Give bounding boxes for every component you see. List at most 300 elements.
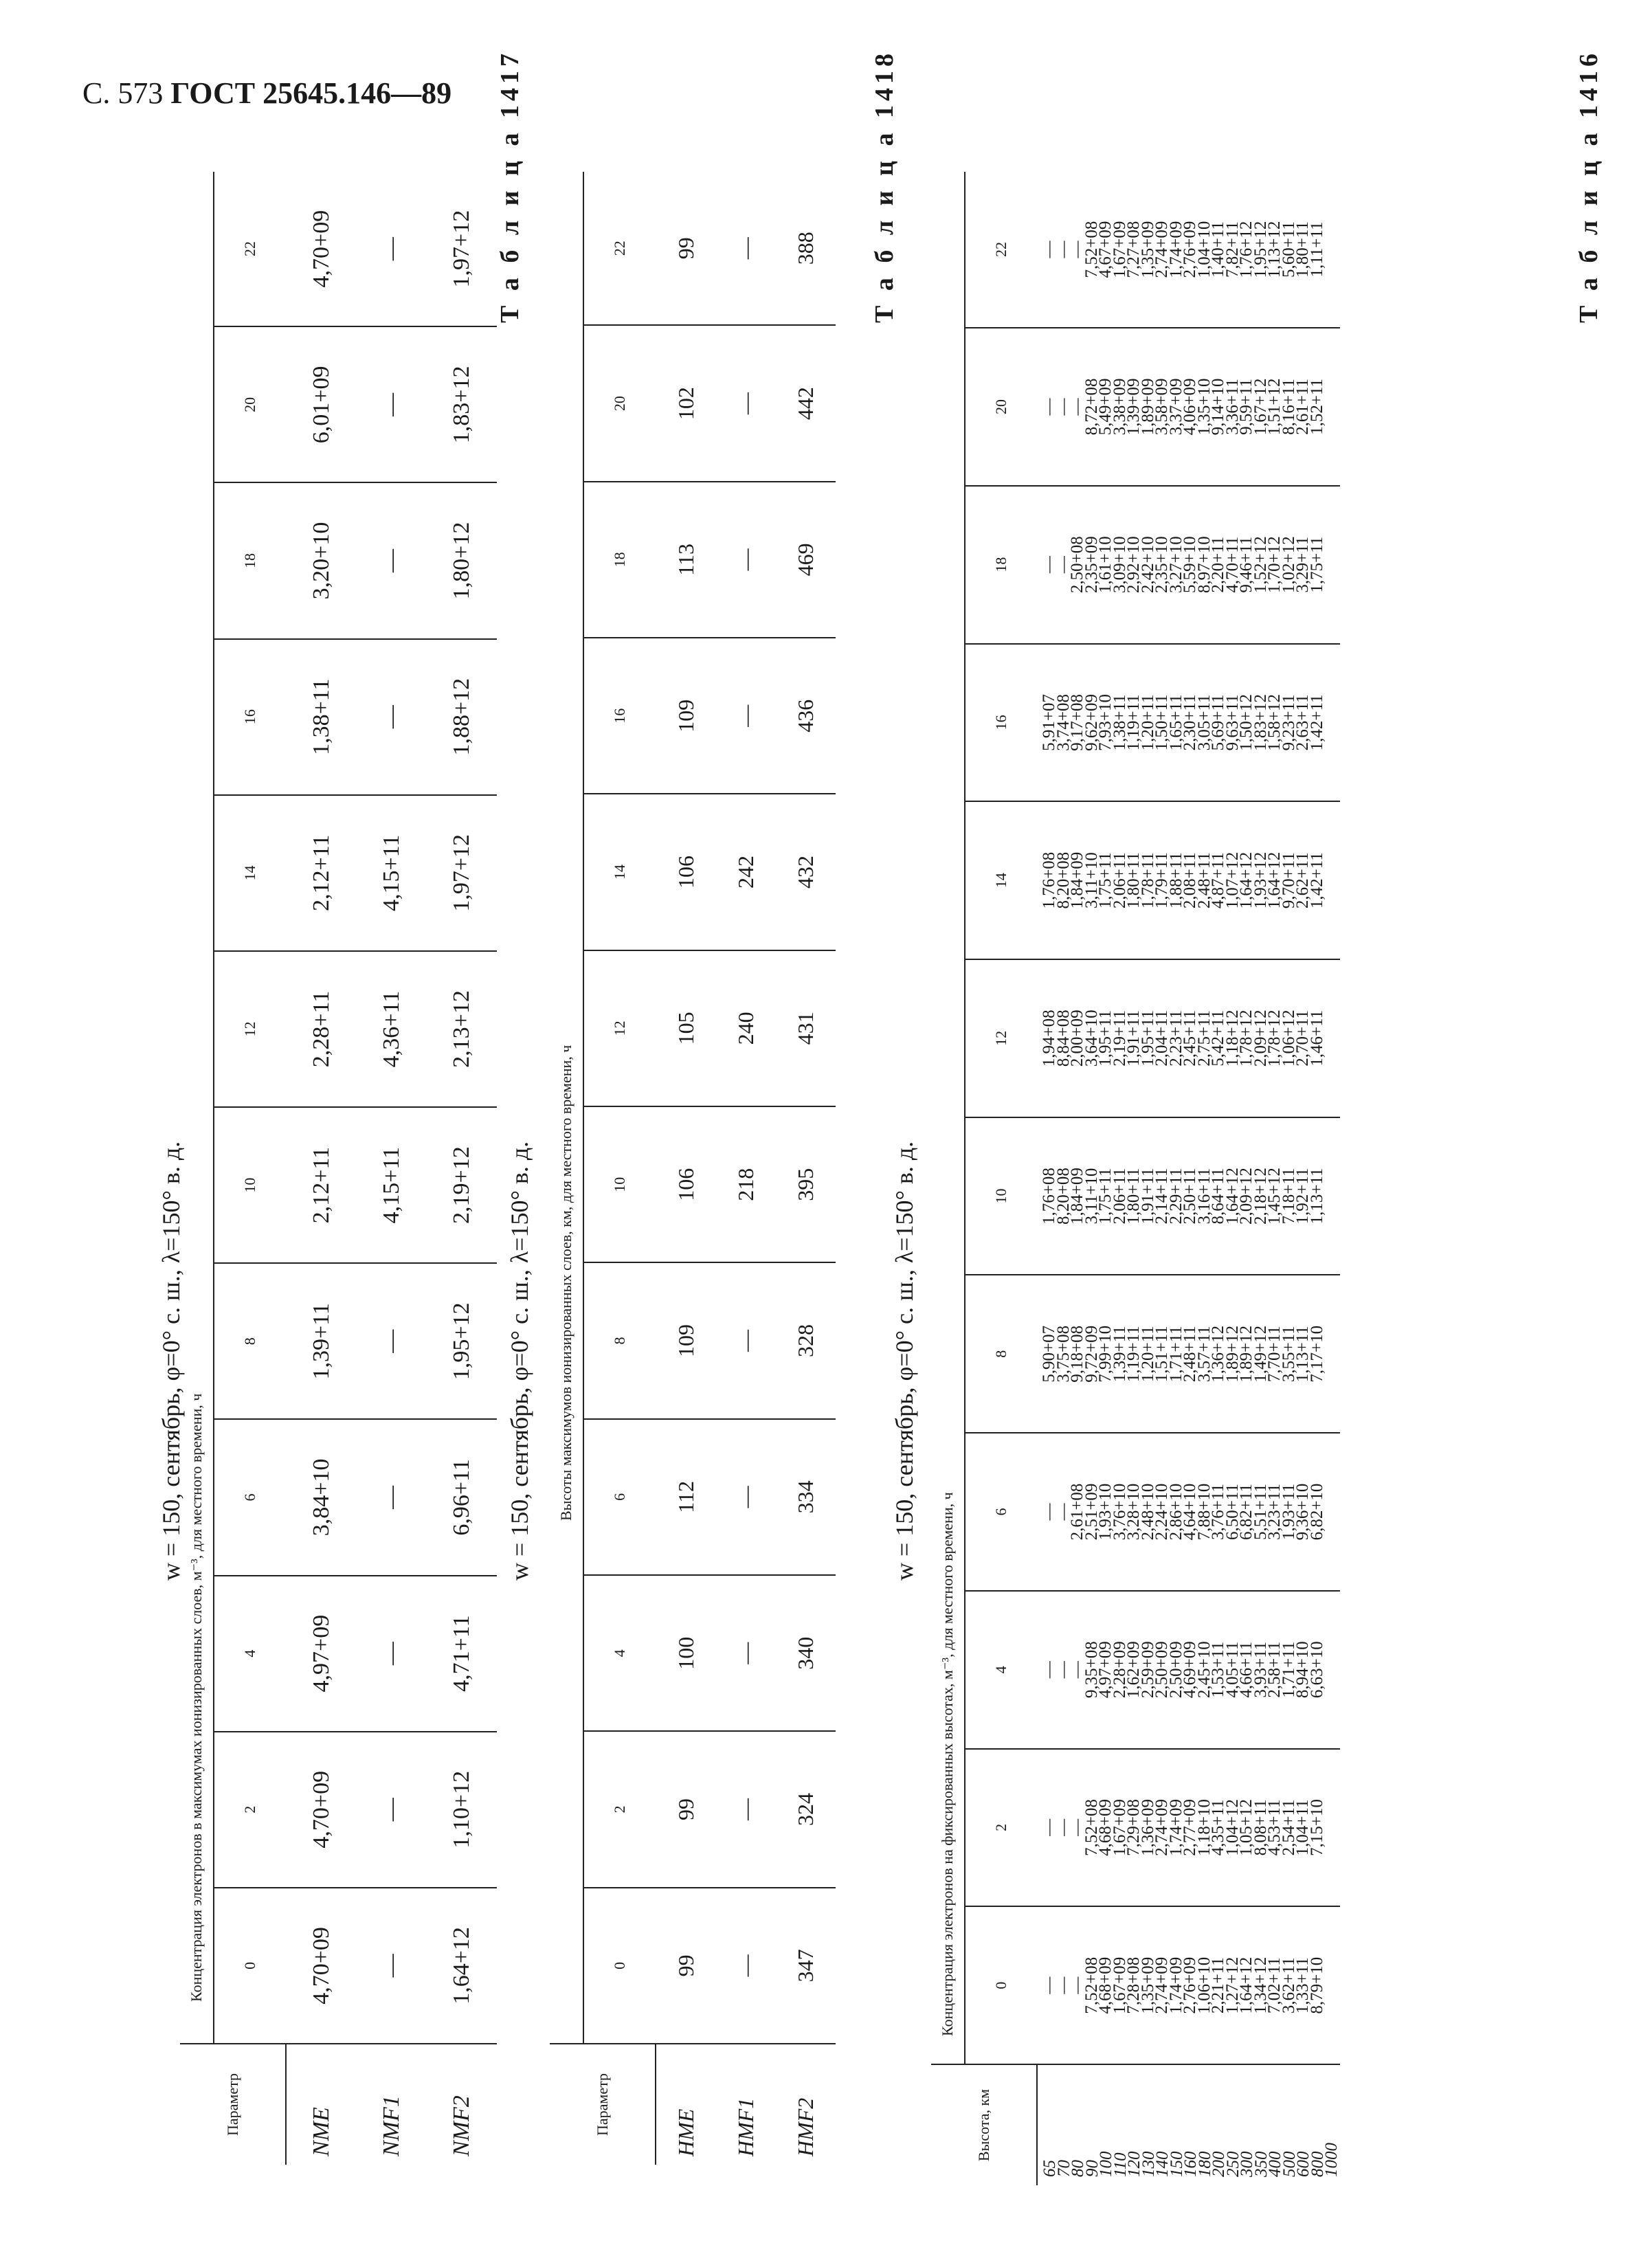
value-cell: 2,24+10 (1152, 1483, 1171, 1541)
hour-header: 18 (583, 482, 656, 638)
value-cell: 469 (776, 482, 836, 638)
value-cell: 9,23+11 (1279, 694, 1298, 751)
hour-header: 0 (241, 1961, 258, 1970)
hour-header: 18 (214, 482, 286, 638)
value-cell: 4,35+11 (1209, 1799, 1227, 1856)
value-cell: 8,64+11 (1209, 1168, 1227, 1225)
value-cell: 99 (656, 1731, 716, 1887)
table-1416-label: Т а б л и ц а 1416 (1574, 49, 1603, 323)
value-cell: 6,50+11 (1223, 1484, 1242, 1540)
value-cell: 9,59+11 (1237, 379, 1255, 435)
value-cell: — (1068, 1661, 1086, 1679)
value-cell: — (1040, 241, 1058, 258)
hour-header: 20 (583, 325, 656, 481)
value-cell: 1,62+09 (1124, 1641, 1143, 1699)
value-cell: 2,54+11 (1279, 1799, 1298, 1856)
hour-column (1037, 1275, 1340, 1433)
value-cell: 1,78+11 (1138, 852, 1157, 909)
hour-header: 0 (611, 1961, 628, 1970)
value-cell: 7,52+08 (1082, 221, 1101, 278)
hour-header: 14 (214, 795, 286, 951)
value-cell: 1,35+09 (1138, 1956, 1157, 2014)
value-cell: 2,76+09 (1181, 1956, 1199, 2014)
value-cell: 7,99+10 (1096, 1325, 1115, 1383)
value-cell: 7,17+10 (1307, 1325, 1326, 1383)
value-cell: — (1053, 241, 1073, 258)
value-cell: 1,94+08 (1040, 1009, 1058, 1067)
value-cell: 1,75+11 (1307, 536, 1326, 593)
value-cell: 1,27+12 (1223, 1956, 1242, 2014)
value-cell: 1,89+12 (1223, 1325, 1242, 1383)
value-cell: 1,20+11 (1138, 694, 1157, 751)
value-cell: 1,13+11 (1293, 1326, 1312, 1383)
value-cell: 2,76+09 (1181, 221, 1199, 278)
hour-header: 6 (965, 1433, 1037, 1591)
value-cell: 8,72+08 (1082, 378, 1101, 436)
value-cell: 2,50+09 (1166, 1641, 1185, 1699)
value-cell: 2,09+12 (1237, 1168, 1255, 1225)
value-cell: 4,06+09 (1181, 378, 1199, 436)
table-1417-title: w = 150, сентябрь, φ=0° с. ш., λ=150° в. д. (506, 1141, 533, 1581)
value-cell: — (1040, 1661, 1058, 1679)
value-cell: 2,08+11 (1181, 852, 1199, 909)
value-cell: 106 (656, 1106, 716, 1262)
value-cell: 1,70+12 (1265, 536, 1284, 594)
value-cell: 1,05+12 (1237, 1799, 1255, 1856)
hour-column (1037, 172, 1340, 328)
value-cell: 3,38+09 (1110, 378, 1129, 436)
value-cell: 1,19+11 (1124, 1326, 1143, 1383)
value-cell: 8,08+11 (1251, 1799, 1270, 1856)
value-cell: 2,70+11 (1293, 1009, 1312, 1067)
value-cell: 1,50+11 (1152, 694, 1171, 751)
value-cell: 1,91+11 (1124, 1009, 1143, 1067)
altitude-value: 90 (1082, 2160, 1102, 2177)
value-cell: — (357, 1732, 427, 1888)
hour-header: 10 (965, 1117, 1037, 1275)
value-cell: 2,19+12 (427, 1107, 497, 1263)
value-cell: — (357, 482, 427, 638)
value-cell: 1,13+12 (1265, 221, 1284, 278)
value-cell: 347 (776, 1888, 836, 2044)
value-cell: 9,46+11 (1237, 536, 1255, 593)
value-cell: 1,75+11 (1096, 852, 1115, 909)
param-name: NMF2 (449, 2095, 474, 2156)
table-row (427, 172, 497, 2165)
value-cell: 3,62+11 (1279, 1957, 1298, 2014)
hour-column (1037, 1117, 1340, 1275)
value-cell: 3,27+10 (1166, 536, 1185, 594)
value-cell: — (1053, 1661, 1073, 1679)
value-cell: 109 (656, 638, 716, 794)
hour-header: 12 (965, 959, 1037, 1117)
value-cell: 2,30+11 (1181, 694, 1199, 751)
hour-header: 8 (583, 1262, 656, 1418)
value-cell: 99 (656, 172, 716, 325)
value-cell: 3,93+11 (1251, 1641, 1270, 1698)
value-cell: 328 (776, 1262, 836, 1418)
value-cell: 2,00+09 (1068, 1009, 1086, 1067)
value-cell: 1,74+09 (1166, 1799, 1185, 1856)
value-cell: 2,04+11 (1152, 1009, 1171, 1067)
value-cell: 2,75+11 (1194, 1009, 1214, 1067)
value-cell: 5,49+09 (1096, 378, 1115, 436)
value-cell: 3,84+10 (286, 1419, 357, 1575)
value-cell: — (716, 1731, 776, 1887)
value-cell: 5,90+07 (1040, 1325, 1058, 1383)
value-cell: 3,11+10 (1082, 852, 1101, 909)
value-cell: 1,71+11 (1166, 1326, 1185, 1383)
value-cell: 1,67+12 (1251, 378, 1270, 436)
standard-number: ГОСТ 25645.146—89 (170, 76, 452, 110)
hour-header: 4 (214, 1576, 286, 1732)
altitude-value: 500 (1280, 2151, 1299, 2177)
value-cell: 1,78+12 (1265, 1009, 1284, 1067)
value-cell: 5,59+10 (1181, 536, 1199, 594)
altitude-value: 65 (1040, 2160, 1059, 2177)
value-cell: 2,50+11 (1181, 1168, 1199, 1225)
value-cell: 1,80+11 (1124, 852, 1143, 909)
value-cell: — (1053, 1503, 1073, 1521)
param-header: Параметр (550, 2044, 656, 2165)
table-1418-title: w = 150, сентябрь, φ=0° с. ш., λ=150° в. д. (891, 1141, 918, 1581)
value-cell: — (357, 172, 427, 326)
value-cell: 2,59+09 (1138, 1641, 1157, 1699)
value-cell: 1,10+12 (427, 1732, 497, 1888)
value-cell: 1,84+09 (1068, 851, 1086, 909)
value-cell: 3,74+08 (1053, 693, 1073, 751)
value-cell: 2,61+08 (1068, 1483, 1086, 1541)
value-cell: — (357, 1888, 427, 2044)
value-cell: 2,28+09 (1110, 1641, 1129, 1699)
altitude-value: 200 (1209, 2151, 1228, 2177)
value-cell: — (1053, 1818, 1073, 1836)
value-cell: 9,70+11 (1279, 852, 1298, 909)
altitude-column (1037, 2064, 1340, 2185)
value-cell: 432 (776, 794, 836, 950)
value-cell: 1,11+11 (1307, 221, 1326, 278)
value-cell: — (1040, 556, 1058, 574)
value-cell: 1,64+12 (1237, 851, 1255, 909)
value-cell: 4,70+09 (286, 172, 357, 326)
altitude-value: 100 (1097, 2151, 1115, 2177)
value-cell: — (1068, 1976, 1086, 1994)
value-cell: 1,34+12 (1251, 1956, 1270, 2014)
value-cell: 8,20+08 (1053, 851, 1073, 909)
value-cell: 5,60+11 (1279, 221, 1298, 278)
altitude-value: 120 (1125, 2151, 1143, 2177)
value-cell: 1,06+12 (1279, 1009, 1298, 1067)
value-cell: 4,66+11 (1237, 1641, 1255, 1698)
value-cell: 3,58+09 (1152, 378, 1171, 436)
value-cell: — (716, 638, 776, 794)
value-cell: — (716, 172, 776, 325)
value-cell: 3,57+11 (1194, 1326, 1214, 1383)
value-cell: 6,82+10 (1307, 1483, 1326, 1541)
value-cell: — (716, 1419, 776, 1575)
value-cell: 2,14+11 (1152, 1168, 1171, 1225)
value-cell: — (716, 1262, 776, 1418)
value-cell: 2,48+11 (1181, 1326, 1199, 1383)
value-cell: 1,95+12 (427, 1263, 497, 1419)
value-cell: 4,87+11 (1209, 852, 1227, 909)
value-cell: 2,92+10 (1124, 536, 1143, 594)
value-cell: — (357, 639, 427, 795)
value-cell: 109 (656, 1262, 716, 1418)
value-cell: 1,80+11 (1124, 1168, 1143, 1225)
value-cell: 4,05+11 (1223, 1641, 1242, 1698)
value-cell: 324 (776, 1731, 836, 1887)
value-cell: 1,50+12 (1237, 693, 1255, 751)
value-cell: 1,83+12 (427, 326, 497, 482)
hour-header: 4 (965, 1591, 1037, 1749)
param-name: HMF2 (793, 2097, 818, 2156)
hour-column (1037, 1906, 1340, 2064)
value-cell: 1,95+11 (1096, 1009, 1115, 1067)
value-cell: 240 (716, 950, 776, 1106)
hour-header: 12 (214, 951, 286, 1107)
value-cell: 3,16+11 (1194, 1168, 1214, 1225)
value-cell: 9,14+10 (1209, 378, 1227, 436)
value-cell: 1,51+11 (1152, 1326, 1171, 1383)
value-cell: 4,67+09 (1096, 221, 1115, 278)
value-cell: 218 (716, 1106, 776, 1262)
hour-header: 16 (214, 639, 286, 795)
value-cell: 3,76+10 (1110, 1483, 1129, 1541)
value-cell: — (1068, 398, 1086, 416)
value-cell: 1,42+11 (1307, 852, 1326, 909)
value-cell: 5,91+07 (1040, 693, 1058, 751)
value-cell: 1,76+08 (1040, 1168, 1058, 1225)
value-cell: — (716, 325, 776, 481)
hour-header: 16 (965, 644, 1037, 802)
value-cell: 4,68+09 (1096, 1956, 1115, 2014)
value-cell: 2,35+09 (1082, 536, 1101, 594)
value-cell: 7,82+11 (1223, 221, 1242, 278)
table-row (1037, 172, 1340, 2185)
value-cell: 334 (776, 1419, 836, 1575)
value-cell: 3,29+11 (1293, 536, 1312, 593)
value-cell: 1,64+12 (427, 1888, 497, 2044)
value-cell: 1,76+08 (1040, 851, 1058, 909)
value-cell: 1,74+09 (1166, 221, 1185, 278)
value-cell: 2,48+11 (1194, 852, 1214, 909)
value-cell: 5,42+11 (1209, 1009, 1227, 1067)
value-cell: 3,55+11 (1279, 1326, 1298, 1383)
value-cell: 1,53+11 (1209, 1641, 1227, 1698)
value-cell: 1,89+09 (1138, 378, 1157, 436)
table-row (357, 172, 427, 2165)
value-cell: 4,69+09 (1181, 1641, 1199, 1699)
value-cell: 7,28+08 (1124, 1956, 1143, 2014)
value-cell: 1,35+10 (1194, 378, 1214, 436)
value-cell: — (1040, 1818, 1058, 1836)
value-cell: 112 (656, 1419, 716, 1575)
hour-header: 10 (583, 1106, 656, 1262)
value-cell: 2,09+12 (1251, 1009, 1270, 1067)
value-cell: 3,76+11 (1209, 1484, 1227, 1540)
value-cell: 8,97+10 (1194, 536, 1214, 594)
value-cell: 2,45+10 (1194, 1641, 1214, 1699)
value-cell: 7,02+11 (1265, 1957, 1284, 2014)
hour-header: 8 (965, 1275, 1037, 1433)
value-cell: 2,13+12 (427, 951, 497, 1107)
value-cell: 1,46+11 (1307, 1009, 1326, 1067)
value-cell: 1,67+09 (1110, 221, 1129, 278)
value-cell: 1,76+12 (1237, 221, 1255, 278)
table-1417-caption: Высоты максимумов ионизированных слоев, км, для местного времени, ч (550, 172, 583, 2044)
alt-header: Высота, км (931, 2064, 1037, 2185)
value-cell: — (357, 1576, 427, 1732)
value-cell: 3,37+09 (1166, 378, 1185, 436)
hour-header: 20 (214, 326, 286, 482)
altitude-value: 70 (1054, 2160, 1073, 2177)
value-cell: 1,19+11 (1124, 694, 1143, 751)
hour-header: 2 (214, 1732, 286, 1888)
value-cell: 4,15+11 (357, 1107, 427, 1263)
value-cell: 3,23+11 (1265, 1484, 1284, 1540)
value-cell: 4,64+10 (1181, 1483, 1199, 1541)
value-cell: 1,04+11 (1293, 1799, 1312, 1856)
value-cell: 2,42+10 (1138, 536, 1157, 594)
value-cell: 2,29+11 (1166, 1168, 1185, 1225)
hour-header: 18 (965, 486, 1037, 644)
value-cell: 102 (656, 325, 716, 481)
value-cell: 1,38+11 (1110, 694, 1129, 751)
table-row (656, 172, 716, 2165)
altitude-value: 400 (1266, 2151, 1284, 2177)
altitude-value: 250 (1223, 2151, 1242, 2177)
value-cell: 8,94+10 (1293, 1641, 1312, 1699)
table-row (716, 172, 776, 2165)
hour-header: 8 (214, 1263, 286, 1419)
altitude-value: 140 (1153, 2151, 1172, 2177)
value-cell: 1,49+12 (1251, 1325, 1270, 1383)
value-cell: 3,09+10 (1110, 536, 1129, 594)
param-name: HME (673, 2108, 698, 2156)
value-cell: 2,28+11 (286, 951, 357, 1107)
value-cell: 1,36+09 (1138, 1799, 1157, 1856)
hour-column (1037, 486, 1340, 644)
value-cell: 1,64+12 (1237, 1956, 1255, 2014)
value-cell: 1,84+09 (1068, 1168, 1086, 1225)
value-cell: 9,35+08 (1082, 1641, 1101, 1699)
value-cell: 2,51+09 (1082, 1483, 1101, 1541)
value-cell: 1,92+11 (1293, 1168, 1312, 1225)
value-cell: 1,40+11 (1209, 221, 1227, 278)
altitude-value: 150 (1167, 2151, 1186, 2177)
value-cell: 2,74+09 (1152, 221, 1171, 278)
value-cell: 1,67+09 (1110, 1799, 1129, 1856)
value-cell: 3,05+11 (1194, 694, 1214, 751)
value-cell: 1,52+12 (1251, 536, 1270, 594)
value-cell: 2,06+11 (1110, 852, 1129, 909)
value-cell: 1,61+10 (1096, 536, 1115, 594)
value-cell: — (716, 1575, 776, 1731)
table-1418-label: Т а б л и ц а 1418 (870, 49, 899, 323)
altitude-value: 300 (1238, 2151, 1256, 2177)
hour-header: 22 (583, 172, 656, 325)
value-cell: 6,63+10 (1307, 1641, 1326, 1699)
value-cell: 4,36+11 (357, 951, 427, 1107)
hour-column (1037, 801, 1340, 959)
value-cell: 2,48+10 (1138, 1483, 1157, 1541)
hour-header: 2 (583, 1731, 656, 1887)
value-cell: 2,86+10 (1166, 1483, 1185, 1541)
value-cell: 1,02+12 (1279, 536, 1298, 594)
value-cell: 2,74+09 (1152, 1956, 1171, 2014)
param-header: Параметр (180, 2044, 286, 2165)
altitude-value: 110 (1110, 2152, 1130, 2177)
value-cell: 2,19+11 (1110, 1009, 1129, 1067)
value-cell: 4,70+11 (1223, 536, 1242, 593)
value-cell: 9,17+08 (1068, 693, 1086, 751)
value-cell: 1,93+10 (1096, 1483, 1115, 1541)
altitude-value: 350 (1251, 2151, 1271, 2177)
param-name: NME (309, 2107, 334, 2156)
value-cell: 442 (776, 325, 836, 481)
value-cell: 1,95+11 (1138, 1009, 1157, 1067)
hour-header: 4 (583, 1575, 656, 1731)
value-cell: 1,33+11 (1293, 1957, 1312, 2014)
value-cell: — (357, 1263, 427, 1419)
value-cell: — (1068, 241, 1086, 258)
value-cell: — (1040, 398, 1058, 416)
value-cell: 1,04+12 (1223, 1799, 1242, 1856)
value-cell: 4,68+09 (1096, 1799, 1115, 1856)
value-cell: 2,12+11 (286, 795, 357, 951)
value-cell: 4,15+11 (357, 795, 427, 951)
hour-column (1037, 1433, 1340, 1591)
value-cell: 1,95+12 (1251, 221, 1270, 278)
value-cell: 9,63+11 (1223, 694, 1242, 751)
hour-header: 0 (992, 1981, 1009, 1989)
value-cell: 388 (776, 172, 836, 325)
value-cell: 1,75+11 (1096, 1168, 1115, 1225)
value-cell: 1,39+11 (1110, 1326, 1129, 1383)
value-cell: 7,52+08 (1082, 1799, 1101, 1856)
hour-header: 14 (965, 801, 1037, 959)
altitude-value: 1000 (1322, 2143, 1341, 2177)
value-cell: — (1053, 556, 1073, 574)
value-cell: 2,35+10 (1152, 536, 1171, 594)
table-1417-label: Т а б л и ц а 1417 (495, 49, 524, 323)
value-cell: 1,65+11 (1166, 694, 1185, 751)
value-cell: 7,52+08 (1082, 1956, 1101, 2014)
hour-header: 20 (965, 328, 1037, 486)
value-cell: 1,74+09 (1166, 1956, 1185, 2014)
value-cell: — (1040, 1503, 1058, 1521)
value-cell: 2,23+11 (1166, 1009, 1185, 1067)
table-1416-title: w = 150, сентябрь, φ=0° с. ш., λ=150° в. д. (157, 1141, 185, 1581)
value-cell: 5,51+11 (1251, 1484, 1270, 1540)
altitude-value: 160 (1181, 2151, 1200, 2177)
value-cell: 4,70+09 (286, 1888, 357, 2044)
value-cell: — (1040, 1976, 1058, 1994)
value-cell: 3,20+10 (286, 482, 357, 638)
value-cell: 9,36+10 (1293, 1483, 1312, 1541)
value-cell: — (1068, 1818, 1086, 1836)
value-cell: 9,62+09 (1082, 693, 1101, 751)
value-cell: 2,12+11 (286, 1107, 357, 1263)
value-cell: 7,88+10 (1194, 1483, 1214, 1541)
value-cell: 1,52+11 (1307, 379, 1326, 435)
value-cell: 2,61+11 (1293, 379, 1312, 435)
value-cell: 1,97+12 (427, 172, 497, 326)
table-1417 (550, 172, 836, 2165)
value-cell: 4,53+11 (1265, 1799, 1284, 1856)
value-cell: 1,83+12 (1251, 693, 1270, 751)
